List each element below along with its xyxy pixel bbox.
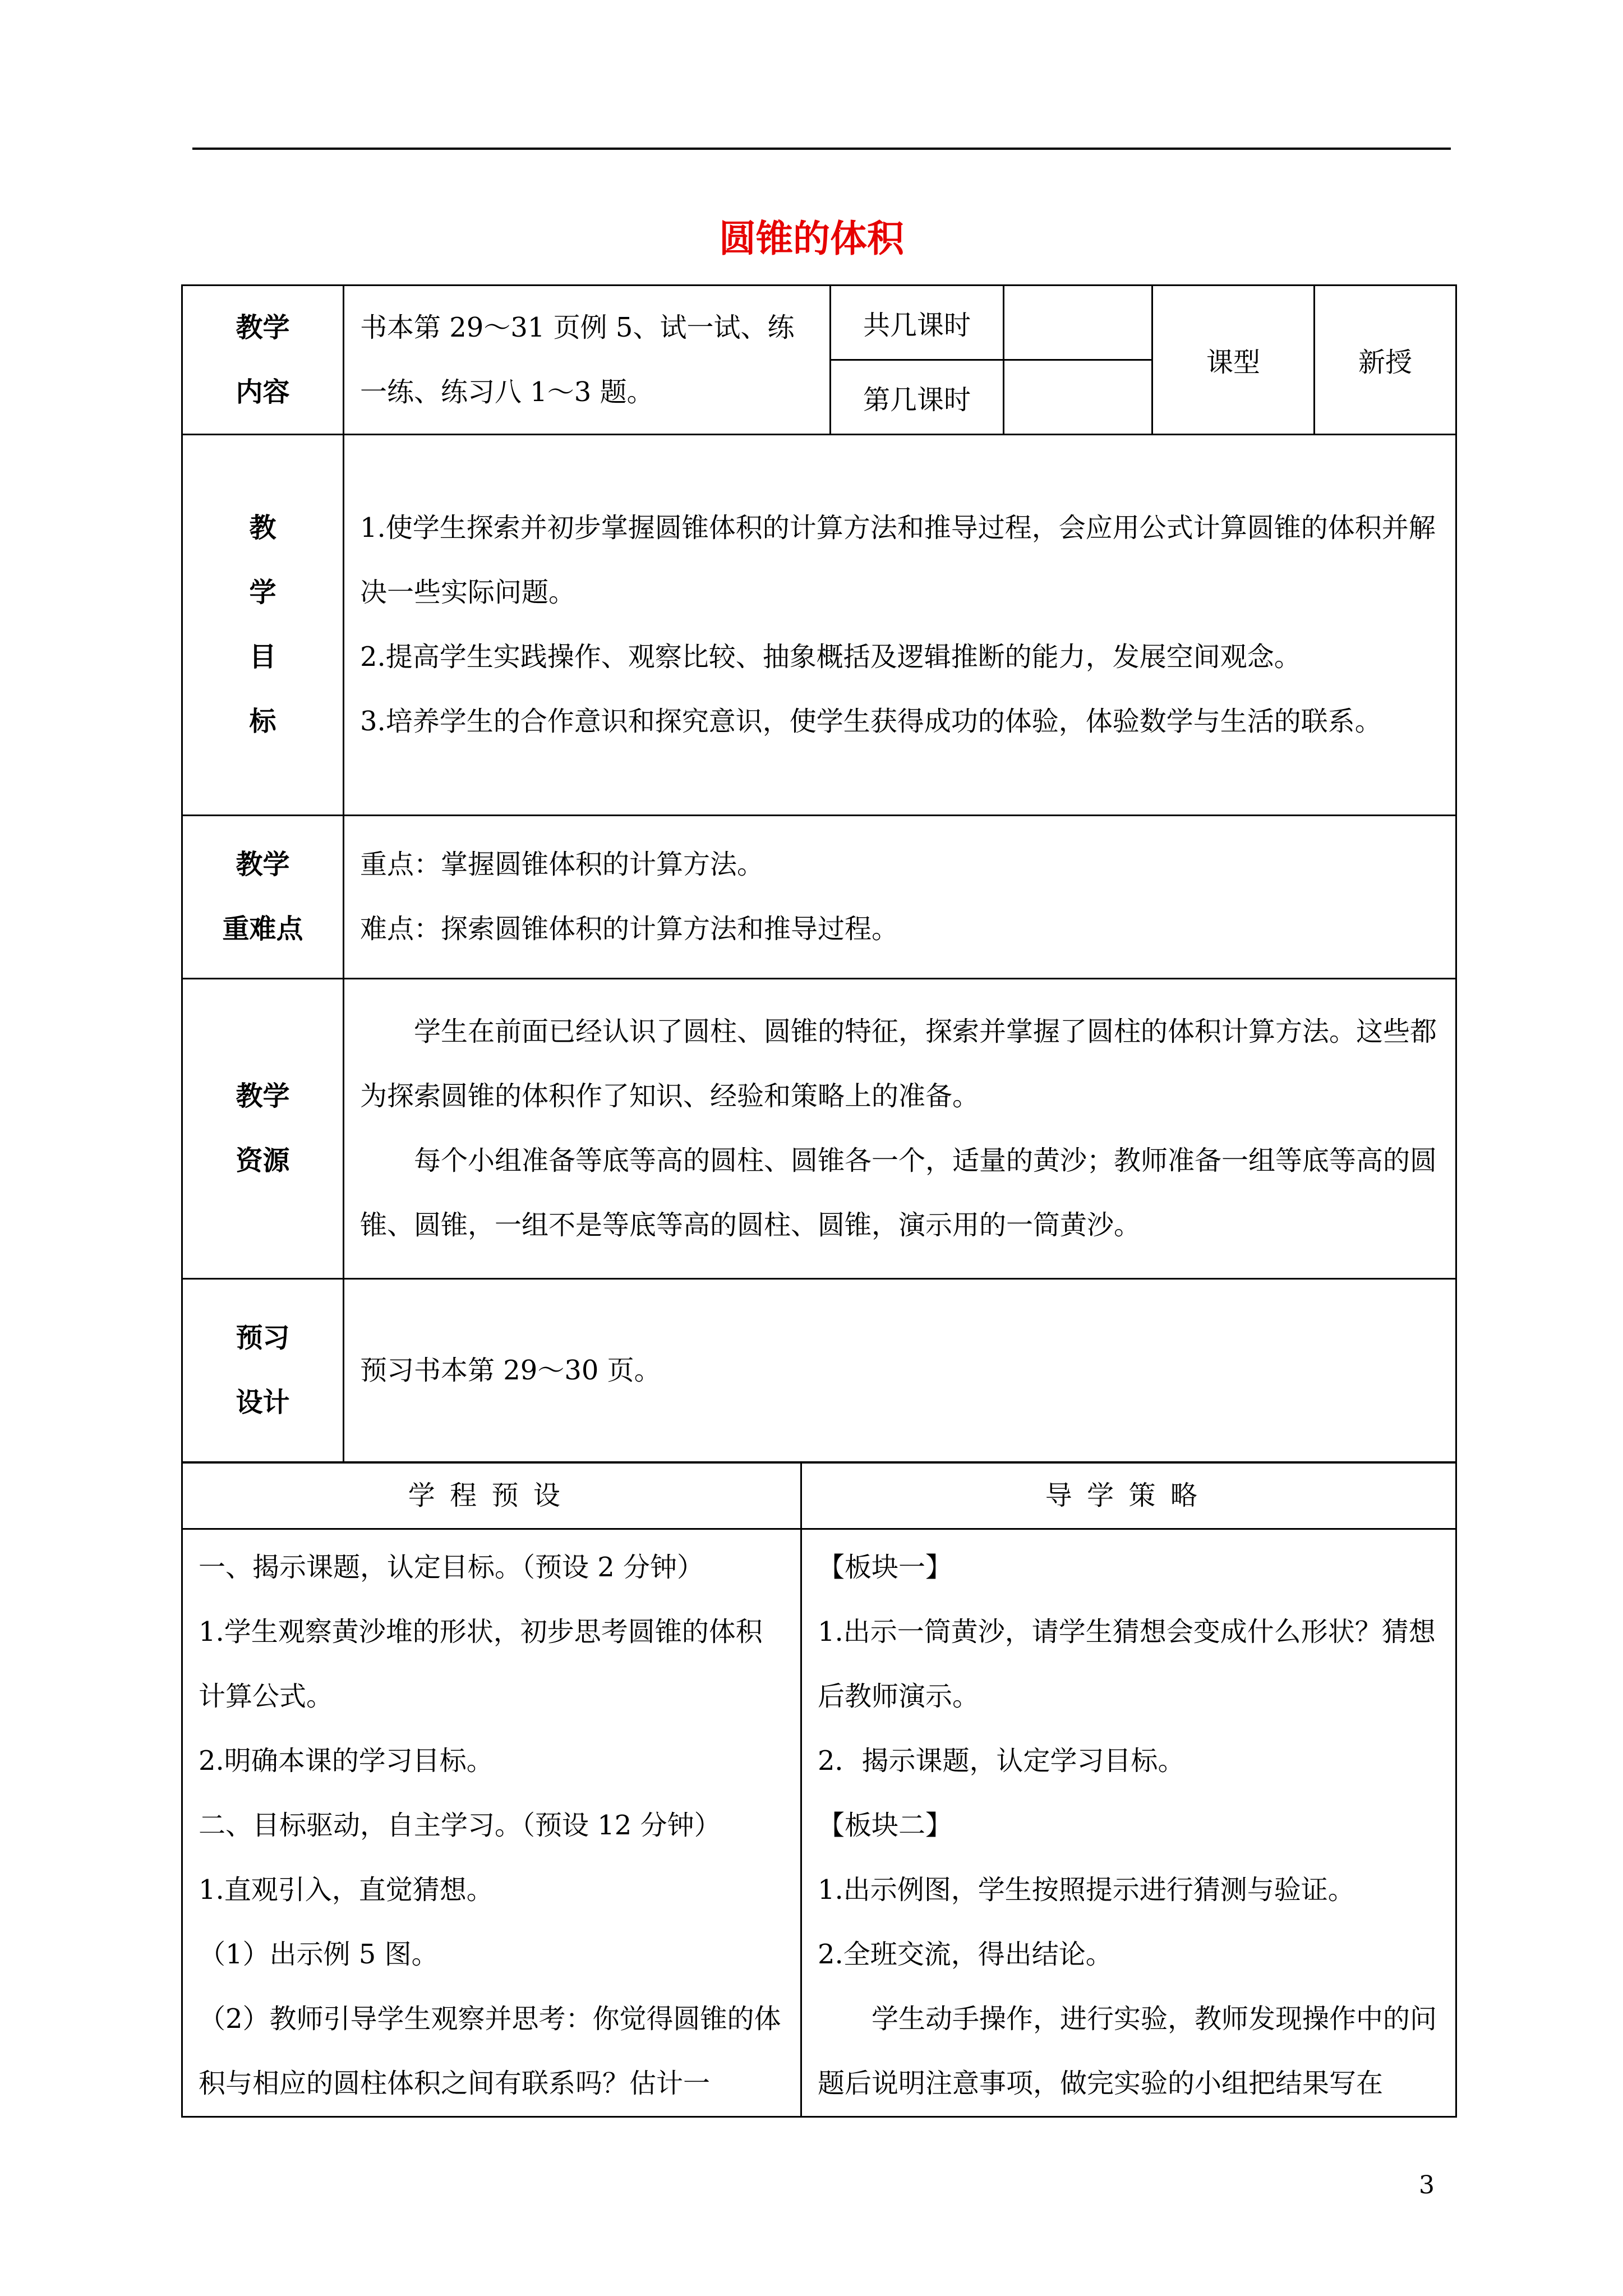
process-right-header: 导学策略 (801, 1463, 1456, 1529)
strategy-line: 1.出示一筒黄沙，请学生猜想会变成什么形状？猜想后教师演示。 (818, 1616, 1436, 1712)
strategy-line: 【板块二】 (818, 1810, 953, 1841)
resources-paragraph: 每个小组准备等底等高的圆柱、圆锥各一个，适量的黄沙；教师准备一组等底等高的圆锥、圆锥，一组不是等底等高的圆柱、圆锥，演示用的一筒黄沙。 (360, 1145, 1437, 1241)
lesson-info-table (181, 284, 1457, 1463)
resources-paragraph: 学生在前面已经认识了圆柱、圆锥的特征，探索并掌握了圆柱的体积计算方法。这些都为探索圆锥的体积作了知识、经验和策略上的准备。 (360, 1016, 1437, 1112)
process-line: （1）出示例 5 图。 (199, 1939, 439, 1970)
keypoint-item: 重点：掌握圆锥体积的计算方法。 (360, 849, 764, 880)
page-number: 3 (1419, 2171, 1435, 2200)
resources-label: 教学 资源 (182, 979, 344, 1279)
process-line: （2）教师引导学生观察并思考：你觉得圆锥的体积与相应的圆柱体积之间有联系吗？估计一 (199, 2003, 781, 2099)
keypoints-label: 教学 重难点 (182, 816, 344, 979)
preview-text: 预习书本第 29～30 页。 (344, 1279, 1456, 1462)
type-label: 课型 (1152, 286, 1315, 435)
process-line: 1.学生观察黄沙堆的形状，初步思考圆锥的体积计算公式。 (199, 1616, 763, 1712)
process-left-header: 学程预设 (182, 1463, 801, 1529)
period-no-value (1004, 360, 1152, 435)
header-rule (192, 148, 1451, 150)
document-title: 圆锥的体积 (719, 217, 904, 260)
strategy-line: 学生动手操作，进行实验，教师发现操作中的问题后说明注意事项，做完实验的小组把结果写在 (818, 2003, 1437, 2099)
process-left-column (182, 1529, 801, 2117)
process-right-column (801, 1529, 1456, 2117)
type-value: 新授 (1315, 286, 1456, 435)
process-line: 一、揭示课题，认定目标。（预设 2 分钟） (199, 1552, 704, 1583)
strategy-line: 【板块一】 (818, 1552, 953, 1583)
strategy-line: 2．揭示课题，认定学习目标。 (818, 1745, 1185, 1777)
process-line: 1.直观引入，直觉猜想。 (199, 1874, 494, 1906)
goal-item: 2.提高学生实践操作、观察比较、抽象概括及逻辑推断的能力，发展空间观念。 (360, 641, 1301, 673)
content-text: 书本第 29～31 页例 5、试一试、练一练、练习八 1～3 题。 (344, 286, 831, 435)
keypoint-item: 难点：探索圆锥体积的计算方法和推导过程。 (360, 913, 899, 945)
preview-label: 预习 设计 (182, 1279, 344, 1462)
keypoints-text (344, 816, 1456, 979)
goals-label: 教 学 目 标 (182, 435, 344, 816)
process-table (181, 1462, 1457, 2118)
goal-item: 1.使学生探索并初步掌握圆锥体积的计算方法和推导过程，会应用公式计算圆锥的体积并解决一些实际问题。 (360, 512, 1436, 608)
resources-text (344, 979, 1456, 1279)
content-label: 教学 内容 (182, 286, 344, 435)
total-periods-label: 共几课时 (831, 286, 1004, 360)
process-line: 2.明确本课的学习目标。 (199, 1745, 494, 1777)
process-line: 二、目标驱动，自主学习。（预设 12 分钟） (199, 1810, 721, 1841)
strategy-line: 2.全班交流，得出结论。 (818, 1939, 1113, 1970)
goals-text (344, 435, 1456, 816)
strategy-line: 1.出示例图，学生按照提示进行猜测与验证。 (818, 1874, 1355, 1906)
goal-item: 3.培养学生的合作意识和探究意识，使学生获得成功的体验，体验数学与生活的联系。 (360, 706, 1382, 737)
period-no-label: 第几课时 (831, 360, 1004, 435)
total-periods-value (1004, 286, 1152, 360)
